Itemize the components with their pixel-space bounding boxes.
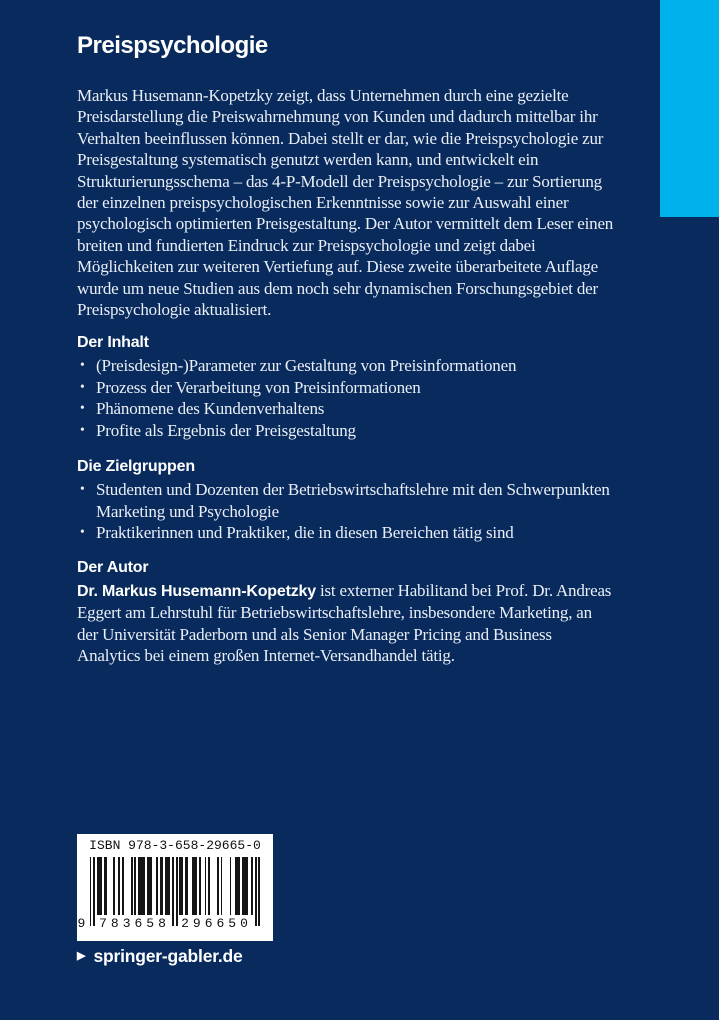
section-heading-zielgruppen: Die Zielgruppen	[77, 458, 195, 476]
list-item-text: (Preisdesign-)Parameter zur Gestaltung von Preisinformationen	[96, 356, 517, 376]
bullet-icon: •	[80, 421, 85, 437]
barcode-digit-group2: 296650	[181, 916, 252, 931]
barcode-bars	[90, 857, 261, 915]
blurb-paragraph: Markus Husemann-Kopetzky zeigt, dass Unternehmen durch eine gezielte Preisdarstellung die Preiswahrnehmung von Kunden und dadurch mittelbar ihr Verhalten beeinflussen können. Dabei stellt er dar, wie die Preispsychologie zur Preisgestaltung systematisch genutzt werden kann, und entwickelt ein Strukturierungsschema – das 4-P-Modell der Preispsychologie – zur Sortierung der einzelnen preispsychologischen Erkenntnisse sowie zur Auswahl einer psychologisch optimierten Preisgestaltung. Der Autor vermittelt dem Leser einen breiten und fundierten Eindruck zur Preispsychologie und zeigt dabei Möglichkeiten zur weiteren Vertiefung auf. Diese zweite überarbeitete Auflage wurde um neue Studien aus dem noch sehr dynamischen Forschungsgebiet der Preispsychologie aktualisiert.	[77, 86, 614, 320]
list-item-text: Profite als Ergebnis der Preisgestaltung	[96, 420, 356, 440]
barcode-digits	[77, 915, 261, 933]
list-item-text: Praktikerinnen und Praktiker, die in diesen Bereichen tätig sind	[96, 523, 514, 543]
author-bio	[77, 580, 617, 666]
arrow-icon: ▶	[77, 950, 86, 962]
bullet-icon: •	[80, 400, 85, 416]
list-item	[77, 479, 617, 522]
list-item	[77, 398, 617, 420]
accent-stripe	[660, 0, 719, 217]
bullet-icon: •	[80, 481, 85, 497]
book-title: Preispsychologie	[77, 32, 268, 59]
isbn-label: ISBN 978-3-658-29665-0	[89, 838, 261, 853]
cover-text-content	[77, 0, 617, 666]
list-item-text: Phänomene des Kundenverhaltens	[96, 399, 325, 419]
barcode-digit-group1: 783658	[99, 916, 170, 931]
barcode	[77, 834, 273, 941]
section-heading-autor: Der Autor	[77, 558, 149, 576]
inhalt-list	[77, 355, 617, 441]
list-item	[77, 377, 617, 399]
section-heading-inhalt: Der Inhalt	[77, 334, 149, 352]
zielgruppen-list	[77, 479, 617, 544]
bullet-icon: •	[80, 357, 85, 373]
author-bio-text: ist externer Habilitand bei Prof. Dr. Andreas Eggert am Lehrstuhl für Betriebswirtschaftslehre, insbesondere Marketing, an der Universität Paderborn und als Senior Manager Pricing and Business Analytics bei einem großen Internet-Versandhandel tätig.	[77, 580, 612, 665]
list-item	[77, 522, 617, 544]
publisher-url-row	[77, 946, 243, 967]
author-name: Dr. Markus Husemann-Kopetzky	[77, 582, 316, 600]
bullet-icon: •	[80, 524, 85, 540]
list-item	[77, 355, 617, 377]
list-item-text: Prozess der Verarbeitung von Preisinformationen	[96, 377, 421, 397]
list-item	[77, 420, 617, 442]
publisher-url: springer-gabler.de	[93, 946, 243, 966]
list-item-text: Studenten und Dozenten der Betriebswirtschaftslehre mit den Schwerpunkten Marketing und Psychologie	[96, 480, 610, 521]
barcode-digit-lead: 9	[77, 916, 86, 931]
bullet-icon: •	[80, 378, 85, 394]
